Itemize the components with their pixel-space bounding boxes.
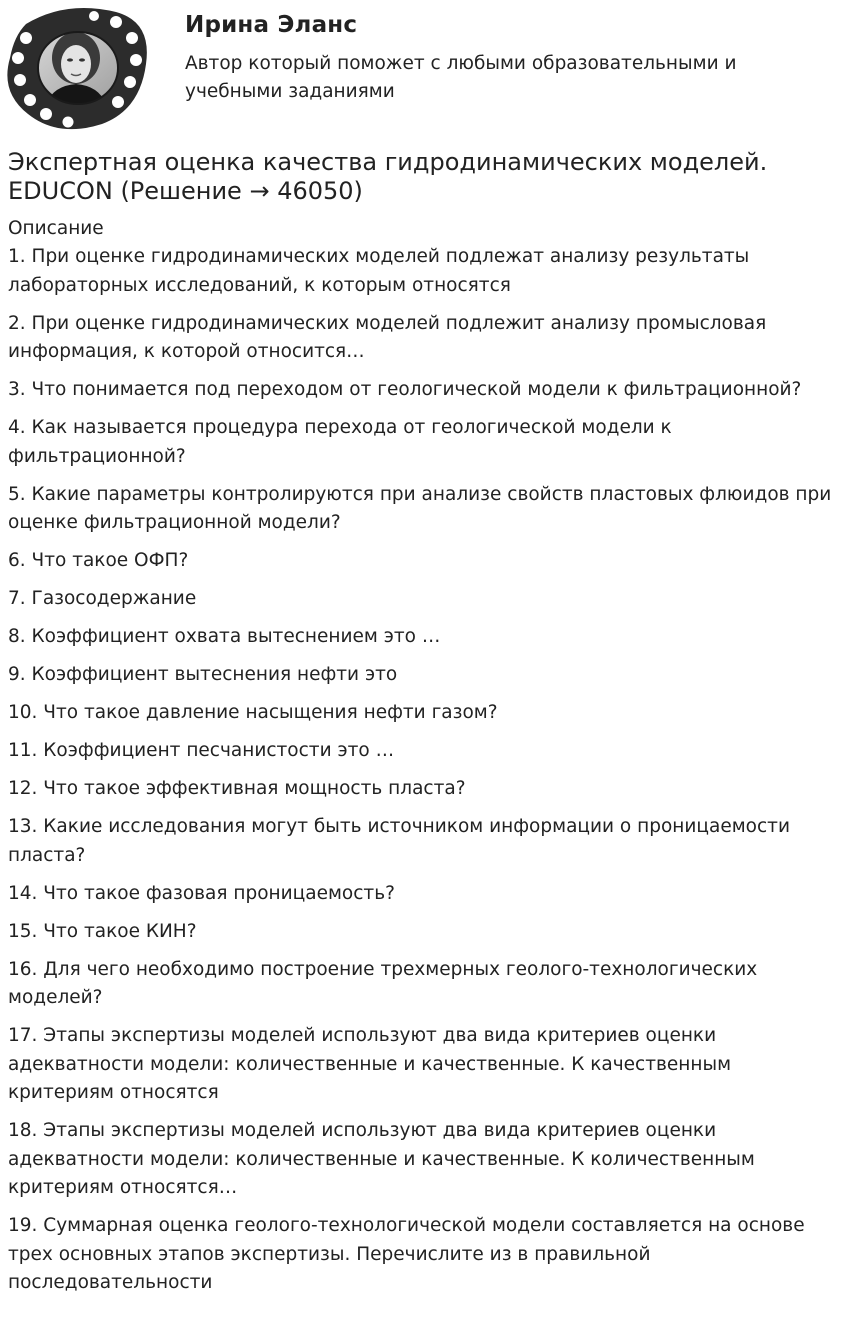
author-avatar[interactable] [6,6,154,130]
question-item: 17. Этапы экспертизы моделей используют два вида критериев оценки адекватности модели: количественные и качественные. К качественным критериям относятся [8,1025,732,1103]
question-item: 10. Что такое давление насыщения нефти газом? [8,702,498,723]
questions-list [8,243,838,1307]
question-item: 16. Для чего необходимо построение трехмерных геолого-технологических моделей? [8,958,758,1008]
question-item: 7. Газосодержание [8,588,197,609]
question-item: 2. При оценке гидродинамических моделей подлежит анализу промысловая информация, к которой относится… [8,312,767,362]
description-label: Описание [8,218,104,239]
document-title: Экспертная оценка качества гидродинамических моделей. EDUCON (Решение → 46050) [8,148,768,205]
question-item: 6. Что такое ОФП? [8,550,189,571]
question-item: 5. Какие параметры контролируются при анализе свойств пластовых флюидов при оценке фильтрационной модели? [8,483,832,533]
question-item: 1. При оценке гидродинамических моделей подлежат анализу результаты лабораторных исследований, к которым относятся [8,246,750,296]
author-name[interactable]: Ирина Эланс [185,12,358,38]
question-item: 18. Этапы экспертизы моделей используют два вида критериев оценки адекватности модели: количественные и качественные. К количественным критериям относятся… [8,1120,755,1198]
question-item: 13. Какие исследования могут быть источником информации о проницаемости пласта? [8,816,790,866]
question-item: 3. Что понимается под переходом от геологической модели к фильтрационной? [8,379,802,400]
question-item: 4. Как называется процедура перехода от геологической модели к фильтрационной? [8,417,672,467]
author-header [0,0,847,140]
question-item: 11. Коэффициент песчанистости это … [8,740,395,761]
question-item: 9. Коэффициент вытеснения нефти это [8,664,398,685]
question-item: 12. Что такое эффективная мощность пласта? [8,778,466,799]
film-frame-avatar-image [6,6,154,130]
question-item: 14. Что такое фазовая проницаемость? [8,882,395,904]
question-item: 8. Коэффициент охвата вытеснением это … [8,626,441,647]
question-item: 15. Что такое КИН? [8,920,197,942]
author-description: Автор который поможет с любыми образовательными и учебными заданиями [185,53,737,102]
question-item: 19. Суммарная оценка геолого-технологической модели составляется на основе трех основных этапов экспертизы. Перечислите из в правильной последовательности [8,1215,805,1293]
